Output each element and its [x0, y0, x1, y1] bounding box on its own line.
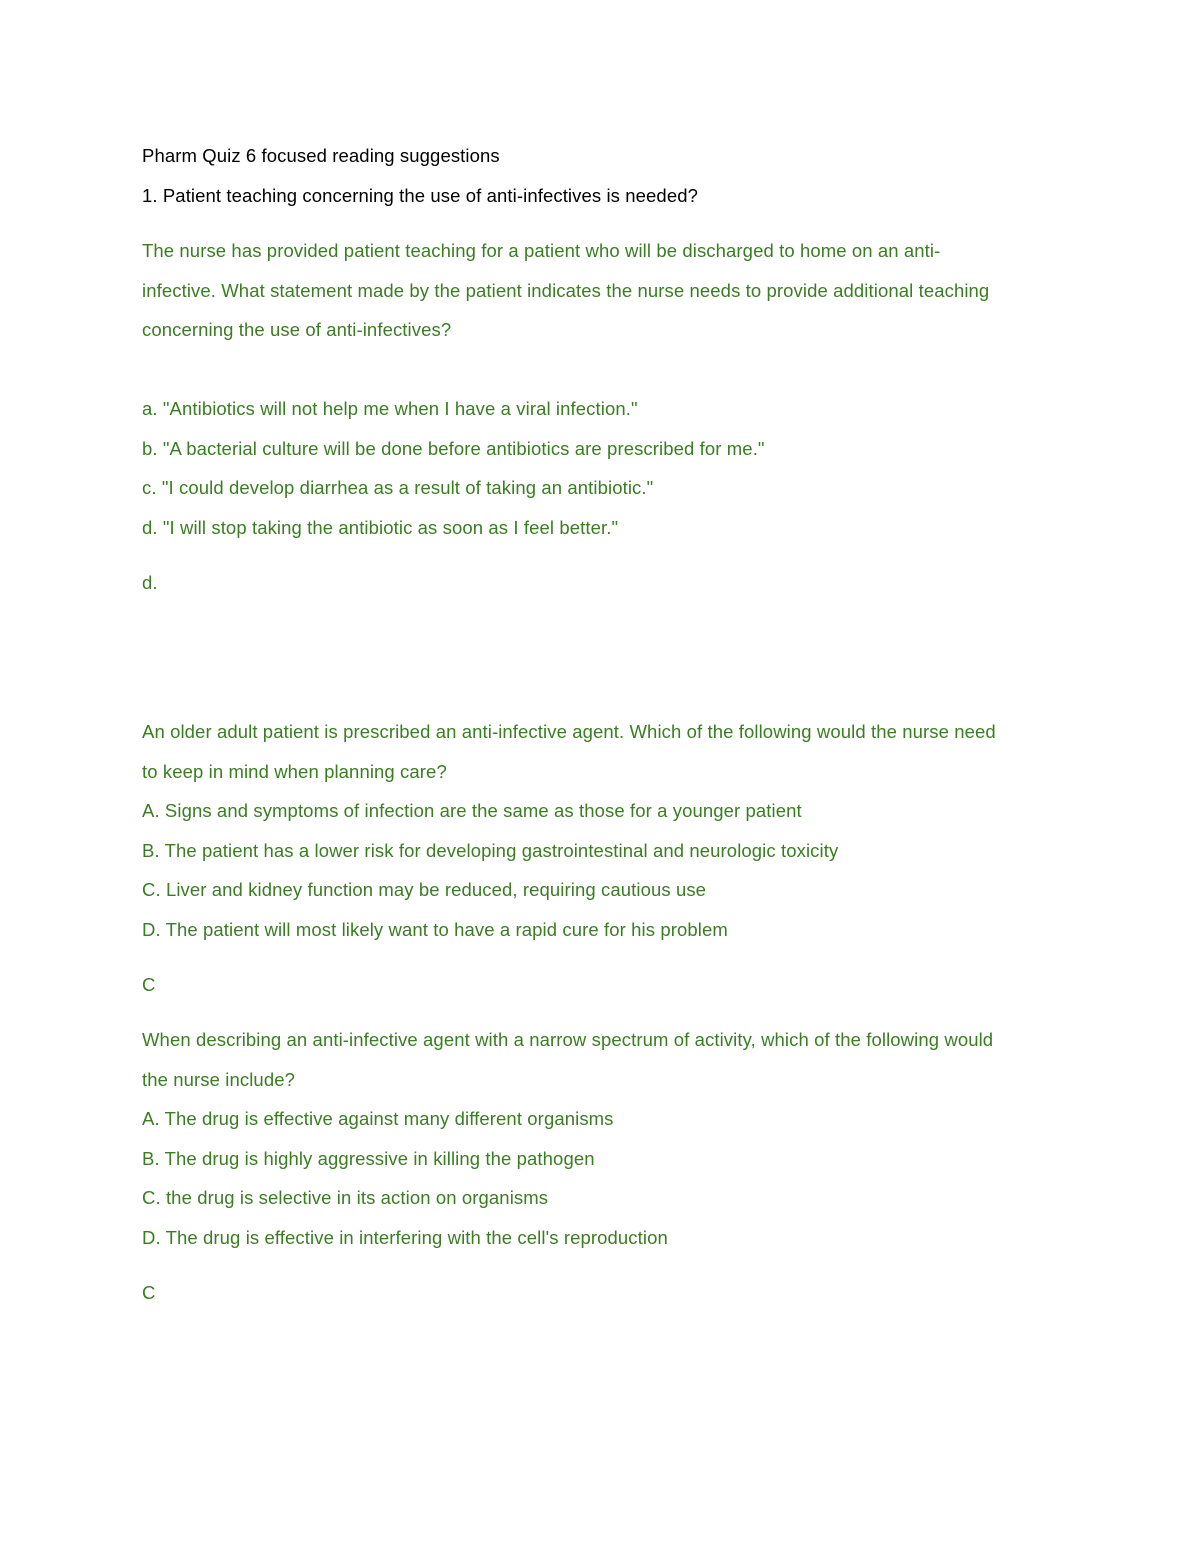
q3-option-a: A. The drug is effective against many different organisms [142, 1108, 614, 1129]
q1-option-a: a. "Antibiotics will not help me when I have a viral infection." [142, 398, 638, 419]
q2-answer: C [142, 974, 156, 995]
q2-stem-line: to keep in mind when planning care? [142, 761, 447, 782]
q1-stem-line: The nurse has provided patient teaching for a patient who will be discharged to home on an anti- [142, 240, 941, 261]
q3-option-c: C. the drug is selective in its action on organisms [142, 1187, 549, 1208]
q2-option-b: B. The patient has a lower risk for developing gastrointestinal and neurologic toxicity [142, 840, 839, 861]
q2-option-d: D. The patient will most likely want to have a rapid cure for his problem [142, 919, 728, 940]
q2-option-c: C. Liver and kidney function may be reduced, requiring cautious use [142, 879, 707, 900]
q1-stem-line: infective. What statement made by the patient indicates the nurse needs to provide additional teaching [142, 280, 990, 301]
q1-option-d: d. "I will stop taking the antibiotic as soon as I feel better." [142, 517, 619, 538]
q1-stem-line: concerning the use of anti-infectives? [142, 319, 452, 340]
q1-option-c: c. "I could develop diarrhea as a result of taking an antibiotic." [142, 477, 654, 498]
q1-option-b: b. "A bacterial culture will be done before antibiotics are prescribed for me." [142, 438, 765, 459]
q3-answer: C [142, 1282, 156, 1303]
q3-option-d: D. The drug is effective in interfering with the cell's reproduction [142, 1227, 668, 1248]
q3-stem-line: the nurse include? [142, 1069, 295, 1090]
q1-answer: d. [142, 572, 158, 593]
q3-stem-line: When describing an anti-infective agent with a narrow spectrum of activity, which of the following would [142, 1029, 994, 1050]
q2-stem-line: An older adult patient is prescribed an anti-infective agent. Which of the following would the nurse need [142, 721, 996, 742]
section-heading: 1. Patient teaching concerning the use of anti-infectives is needed? [142, 185, 698, 206]
q2-option-a: A. Signs and symptoms of infection are the same as those for a younger patient [142, 800, 802, 821]
q3-option-b: B. The drug is highly aggressive in killing the pathogen [142, 1148, 595, 1169]
document-title: Pharm Quiz 6 focused reading suggestions [142, 145, 500, 166]
